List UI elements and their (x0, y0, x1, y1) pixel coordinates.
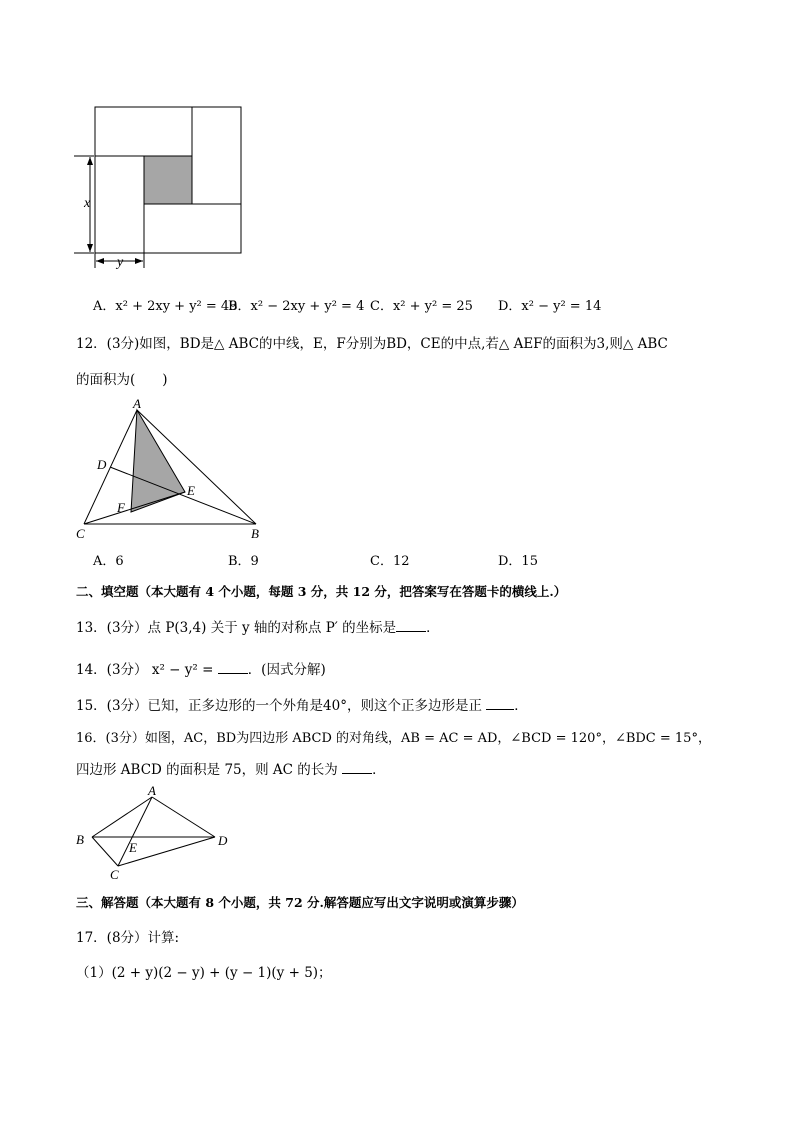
q12-text-line1: 12．(3分)如图，BD是△ ABC的中线，E，F分别为BD，CE的中点,若△ AEF的面积为3,则△ ABC (76, 336, 668, 352)
q13-text: 13．(3分）点 P(3,4) 关于 y 轴的对称点 P′ 的坐标是 (76, 620, 397, 636)
arrow-left-icon (96, 258, 104, 264)
q11-option-c: C．x² + y² = 25 (370, 299, 473, 314)
q13-end: ． (426, 620, 440, 636)
q12-option-a: A．6 (93, 554, 124, 569)
q15 (76, 694, 528, 714)
q16-text: 四边形 ABCD 的面积是 75，则 AC 的长为 (76, 762, 343, 778)
label-e: E (129, 840, 137, 855)
label-d: D (97, 457, 107, 472)
q13 (76, 616, 440, 636)
label-e: E (187, 483, 195, 498)
q14-text: 14．(3分） x² − y² = (76, 662, 218, 678)
label-b: B (76, 832, 84, 847)
arrow-down-icon (87, 244, 93, 252)
label-f: F (117, 500, 125, 515)
q12-option-d: D．15 (498, 554, 538, 569)
answer-blank (218, 673, 248, 674)
q15-text: 15．(3分）已知，正多边形的一个外角是40°，则这个正多边形是正 (76, 698, 487, 714)
q16-end: ． (372, 762, 386, 778)
q12-option-b: B．9 (228, 554, 259, 569)
y-label: y (117, 255, 124, 270)
label-c: C (76, 526, 85, 541)
q16-text-line1: 16．(3分）如图，AC，BD为四边形 ABCD 的对角线，AB = AC = AD，∠BCD = 120°，∠BDC = 15°， (76, 731, 711, 746)
q15-end: ． (514, 698, 528, 714)
section-2-heading: 二、填空题（本大题有 4 个小题，每题 3 分，共 12 分，把答案写在答题卡的横线上.） (76, 584, 567, 599)
arrow-up-icon (87, 157, 93, 165)
q11-option-d: D．x² − y² = 14 (498, 299, 602, 314)
square-figure (70, 100, 260, 275)
answer-blank (396, 631, 426, 632)
label-b: B (251, 526, 259, 541)
section-3-heading: 三、解答题（本大题有 8 个小题，共 72 分.解答题应写出文字说明或演算步骤） (76, 895, 524, 910)
triangle-figure (70, 396, 280, 546)
answer-blank (486, 709, 514, 710)
q12-text-line2: 的面积为( ) (76, 372, 168, 388)
label-d: D (218, 833, 228, 848)
label-a: A (133, 396, 141, 411)
label-a: A (148, 783, 156, 798)
shaded-square (144, 156, 192, 204)
shaded-triangle-aef (131, 410, 185, 512)
label-c: C (110, 867, 119, 882)
q11-option-b: B．x² − 2xy + y² = 4 (228, 299, 365, 314)
answer-blank (342, 773, 372, 774)
x-label: x (84, 196, 91, 211)
quadrilateral-figure (72, 782, 242, 882)
q12-option-c: C．12 (370, 554, 410, 569)
q11-option-a: A．x² + 2xy + y² = 49 (93, 299, 238, 314)
q16-text-line2 (76, 758, 386, 778)
q14 (76, 658, 326, 678)
q14-end: ．(因式分解) (247, 662, 326, 678)
q17-part1: （1）(2 + y)(2 − y) + (y − 1)(y + 5)； (76, 965, 332, 981)
arrow-right-icon (135, 258, 143, 264)
q17-title: 17．(8分）计算: (76, 930, 180, 946)
